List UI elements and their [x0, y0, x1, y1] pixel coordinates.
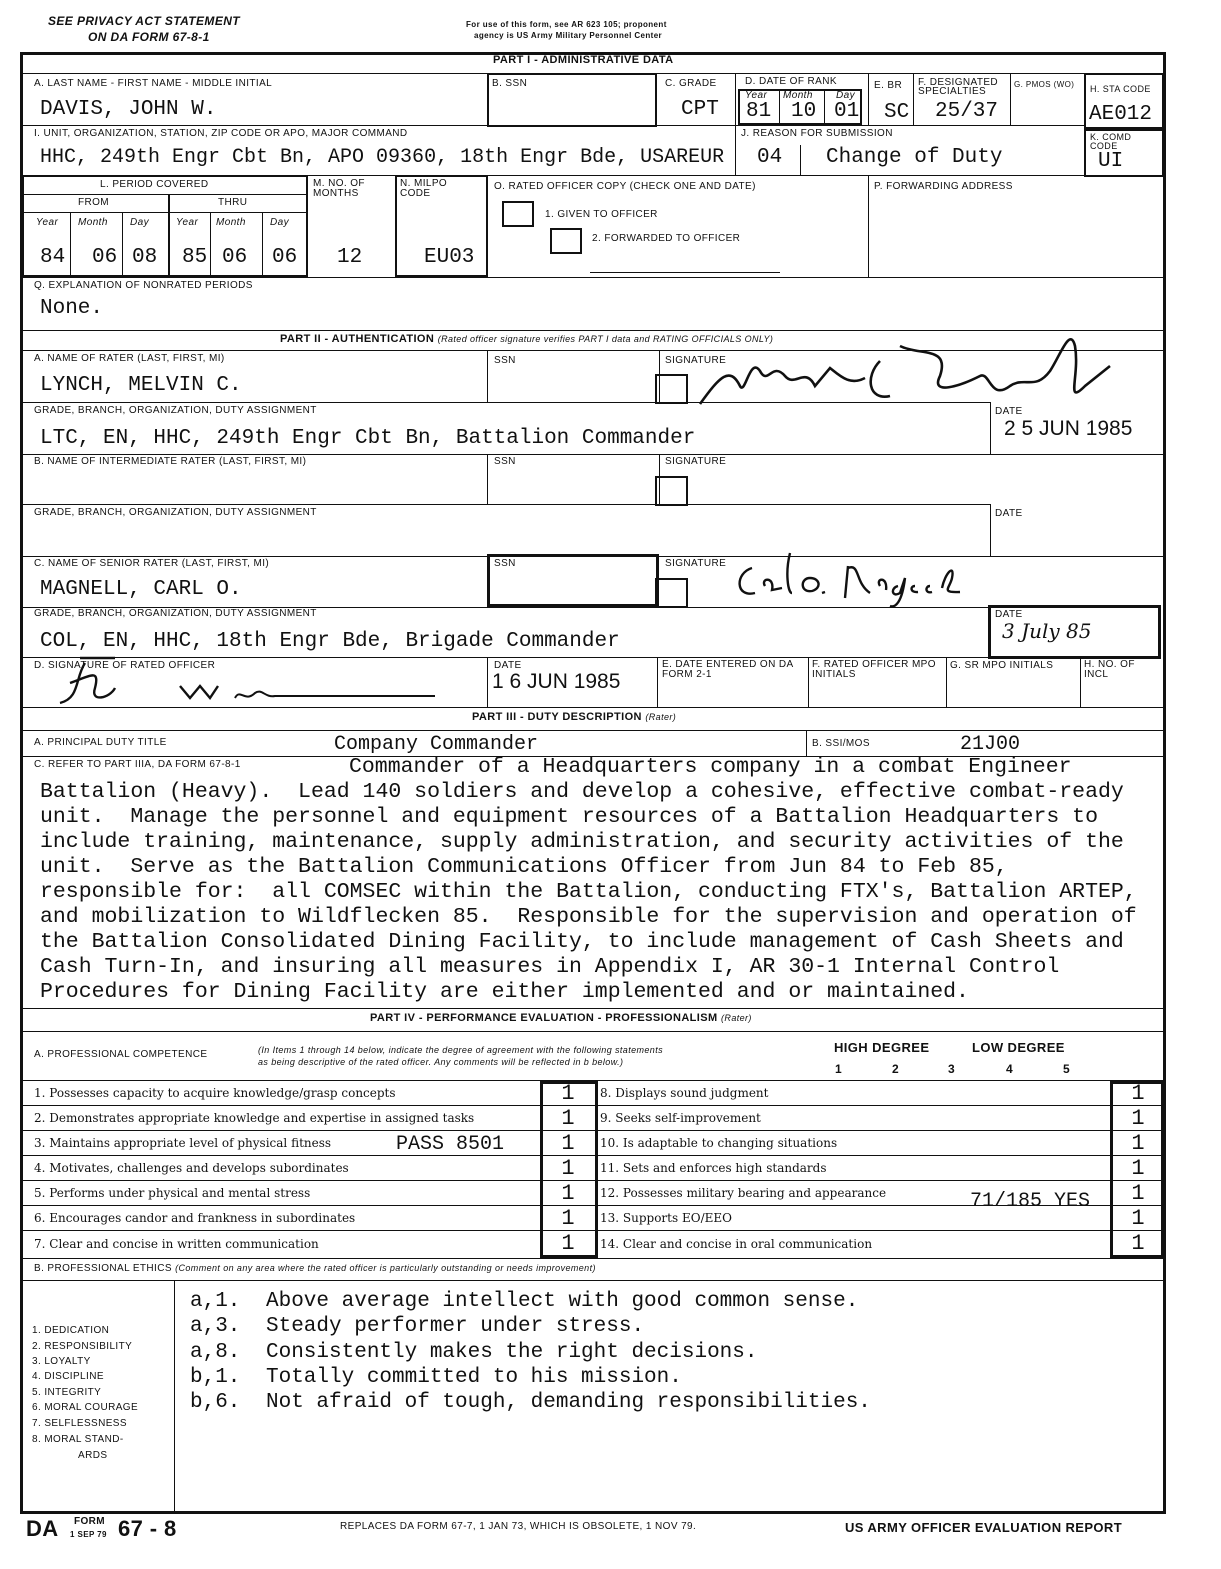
ethics-label: B. PROFESSIONAL ETHICS (Comment on any area where the rated officer is particularly outstanding or needs improvement) [34, 1263, 596, 1274]
sr-mpo-label: G. SR MPO INITIALS [950, 660, 1054, 671]
item-1: 1. Possesses capacity to acquire knowledge/grasp concepts [34, 1086, 396, 1100]
comment-text-5: Not afraid of tough, demanding responsibilities. [266, 1391, 871, 1414]
from-day-label: Day [130, 217, 149, 228]
intermediate-signature-label: SIGNATURE [665, 456, 727, 467]
comment-code-2: a,3. [190, 1315, 241, 1338]
senior-signature-box[interactable] [655, 578, 688, 608]
item-14-score[interactable]: 1 [1131, 1231, 1145, 1256]
rater-date: 2 5 JUN 1985 [1004, 417, 1133, 440]
sta-code-label: H. STA CODE [1090, 84, 1151, 94]
rater-ssn-label: SSN [494, 355, 516, 366]
item-11-score[interactable]: 1 [1131, 1156, 1145, 1181]
item-4: 4. Motivates, challenges and develops subordinates [34, 1161, 349, 1175]
intermediate-rater-label: B. NAME OF INTERMEDIATE RATER (LAST, FIRST, MI) [34, 456, 307, 467]
unit-value: HHC, 249th Engr Cbt Bn, APO 09360, 18th Engr Bde, USAREUR [40, 146, 725, 169]
thru-label: THRU [218, 197, 248, 208]
instructions-line1: (In Items 1 through 14 below, indicate the degree of agreement with the following statements [258, 1045, 664, 1055]
comment-code-1: a,1. [190, 1290, 241, 1313]
item-2: 2. Demonstrates appropriate knowledge and expertise in assigned tasks [34, 1111, 475, 1125]
rank-month-label: Month [783, 90, 813, 101]
refer-label: C. REFER TO PART IIIA, DA FORM 67-8-1 [34, 759, 241, 770]
part2-title: PART II - AUTHENTICATION (Rated officer signature verifies PART I data and RATING OFFICIALS ONLY) [280, 333, 774, 345]
duty-title-label: A. PRINCIPAL DUTY TITLE [34, 737, 167, 748]
form-use-line2: agency is US Army Military Personnel Center [474, 31, 663, 40]
scale-2: 2 [892, 1062, 900, 1076]
intermediate-signature-box[interactable] [655, 476, 688, 506]
item-2-score[interactable]: 1 [561, 1106, 575, 1131]
ethics-list-7: 7. SELFLESSNESS [32, 1418, 127, 1429]
entered-date-label: E. DATE ENTERED ON DA FORM 2-1 [662, 659, 794, 680]
ssn-field[interactable] [487, 73, 657, 127]
rater-date-label: DATE [995, 406, 1023, 417]
from-month: 06 [92, 246, 118, 269]
footer-replaces: REPLACES DA FORM 67-7, 1 JAN 73, WHICH IS OBSOLETE, 1 NOV 79. [340, 1521, 697, 1532]
item-10: 10. Is adaptable to changing situations [600, 1136, 838, 1150]
item-4-score[interactable]: 1 [561, 1156, 575, 1181]
copy-label: O. RATED OFFICER COPY (CHECK ONE AND DATE) [494, 181, 756, 192]
from-label: FROM [78, 197, 110, 208]
footer-form-number: 67 - 8 [118, 1516, 177, 1541]
ssi-mos-value: 21J00 [960, 733, 1021, 756]
months-value: 12 [337, 246, 363, 269]
from-day: 08 [132, 246, 158, 269]
item-12: 12. Possesses military bearing and appearance [600, 1186, 887, 1200]
ethics-list-6: 6. MORAL COURAGE [32, 1402, 139, 1413]
thru-month-label: Month [216, 217, 246, 228]
senior-rater-label: C. NAME OF SENIOR RATER (LAST, FIRST, MI) [34, 558, 270, 569]
from-year: 84 [40, 246, 66, 269]
item-9-score[interactable]: 1 [1131, 1106, 1145, 1131]
grade-label: C. GRADE [665, 78, 717, 89]
br-label: E. BR [874, 80, 903, 91]
reason-label: J. REASON FOR SUBMISSION [741, 128, 893, 139]
unit-label: I. UNIT, ORGANIZATION, STATION, ZIP CODE OR APO, MAJOR COMMAND [34, 128, 408, 139]
senior-grade: COL, EN, HHC, 18th Engr Bde, Brigade Commander [40, 630, 620, 653]
item-14: 14. Clear and concise in oral communication [600, 1237, 873, 1251]
item-3-note: PASS 8501 [396, 1133, 505, 1156]
rater-grade-label: GRADE, BRANCH, ORGANIZATION, DUTY ASSIGNMENT [34, 405, 317, 416]
competence-label: A. PROFESSIONAL COMPETENCE [34, 1049, 208, 1060]
ssn-label: B. SSN [492, 78, 528, 89]
footer-da: DA [26, 1516, 59, 1541]
rater-signature-icon [690, 316, 1130, 426]
item-12-note: 71/185 YES [970, 1190, 1091, 1213]
rated-date: 1 6 JUN 1985 [492, 670, 621, 693]
designated-label: F. DESIGNATED SPECIALTIES [918, 77, 999, 97]
rank-day-label: Day [836, 90, 855, 101]
item-5: 5. Performs under physical and mental stress [34, 1186, 311, 1200]
reason-code: 04 [757, 146, 783, 169]
period-covered-label: L. PERIOD COVERED [100, 179, 209, 190]
branch-value: SC [884, 101, 910, 124]
rated-officer-name: DAVIS, JOHN W. [40, 98, 217, 121]
rank-day: 01 [834, 100, 860, 123]
comment-code-3: a,8. [190, 1341, 241, 1364]
ethics-list-1: 1. DEDICATION [32, 1325, 110, 1336]
duty-description-line-10: Procedures for Dining Facility are either implemented and or maintained. [40, 980, 969, 1004]
item-3: 3. Maintains appropriate level of physical fitness [34, 1136, 332, 1150]
ethics-list-4: 4. DISCIPLINE [32, 1371, 104, 1382]
senior-signature-label: SIGNATURE [665, 558, 727, 569]
comment-code-4: b,1. [190, 1366, 241, 1389]
duty-description-line-3: unit. Manage the personnel and equipment resources of a Battalion Headquarters to [40, 805, 1098, 829]
given-label: 1. GIVEN TO OFFICER [545, 209, 658, 220]
intermediate-ssn-label: SSN [494, 456, 516, 467]
item-8: 8. Displays sound judgment [600, 1086, 769, 1100]
ethics-list-8b: ARDS [78, 1450, 108, 1461]
reason-value: Change of Duty [826, 146, 1003, 169]
duty-description-line-8: the Battalion Consolidated Dining Facility, to include management of Cash Sheets and [40, 930, 1124, 954]
instructions-line2: as being descriptive of the rated officer. Any comments will be reflected in b below.) [258, 1057, 624, 1067]
senior-rater-name: MAGNELL, CARL O. [40, 578, 242, 601]
form-use-line1: For use of this form, see AR 623 105; proponent [466, 20, 667, 29]
footer-form-word: FORM [74, 1516, 106, 1527]
ethics-list-5: 5. INTEGRITY [32, 1387, 102, 1398]
senior-signature-icon [730, 548, 990, 608]
designated-value: 25/37 [935, 100, 999, 123]
comd-code-value: UI [1098, 150, 1124, 173]
duty-title-value: Company Commander [334, 733, 539, 756]
rated-officer-signature-label: D. SIGNATURE OF RATED OFFICER [34, 660, 216, 671]
incl-label: H. NO. OF INCL [1084, 659, 1135, 680]
rank-year: 81 [746, 100, 772, 123]
forwarded-label: 2. FORWARDED TO OFFICER [592, 233, 741, 244]
rater-name: LYNCH, MELVIN C. [40, 374, 242, 397]
sta-code-value: AE012 [1089, 103, 1153, 126]
part3-title: PART III - DUTY DESCRIPTION (Rater) [472, 711, 677, 723]
forwarded-checkbox[interactable] [550, 228, 582, 254]
senior-date: 3 July 85 [1002, 619, 1092, 643]
scale-3: 3 [948, 1062, 956, 1076]
thru-day: 06 [272, 246, 298, 269]
item-5-score[interactable]: 1 [561, 1181, 575, 1206]
rater-signature-label: SIGNATURE [665, 355, 727, 366]
ethics-list-3: 3. LOYALTY [32, 1356, 91, 1367]
part1-title: PART I - ADMINISTRATIVE DATA [493, 54, 674, 66]
item-7: 7. Clear and concise in written communication [34, 1237, 319, 1251]
item-10-score[interactable]: 1 [1131, 1131, 1145, 1156]
part4-title: PART IV - PERFORMANCE EVALUATION - PROFESSIONALISM (Rater) [370, 1012, 752, 1024]
rated-officer-signature-icon [40, 648, 450, 708]
explanation-label: Q. EXPLANATION OF NONRATED PERIODS [34, 280, 253, 291]
item-9: 9. Seeks self-improvement [600, 1111, 761, 1125]
item-6-score[interactable]: 1 [561, 1206, 575, 1231]
comment-code-5: b,6. [190, 1391, 241, 1414]
from-month-label: Month [78, 217, 108, 228]
ethics-list-8: 8. MORAL STAND- [32, 1434, 124, 1445]
forwarding-address-label: P. FORWARDING ADDRESS [874, 181, 1013, 192]
explanation-value: None. [40, 297, 104, 320]
duty-description-line-6: responsible for: all COMSEC within the Battalion, conducting FTX's, Battalion ARTEP, [40, 880, 1137, 904]
duty-description-line-9: Cash Turn-In, and insuring all measures in Appendix I, AR 30-1 Internal Control [40, 955, 1060, 979]
intermediate-date-label: DATE [995, 508, 1023, 519]
item-7-score[interactable]: 1 [561, 1231, 575, 1256]
comment-text-2: Steady performer under stress. [266, 1315, 645, 1338]
milpo-label: N. MILPO CODE [400, 178, 448, 199]
comd-code-label: K. COMD CODE [1090, 132, 1132, 151]
item-12-score[interactable]: 1 [1131, 1181, 1145, 1206]
from-year-label: Year [36, 217, 59, 228]
given-to-officer-checkbox[interactable] [502, 201, 534, 227]
rank-month: 10 [791, 100, 817, 123]
senior-ssn-label: SSN [494, 558, 516, 569]
mpo-initials-label: F. RATED OFFICER MPO INITIALS [812, 659, 936, 680]
duty-description-line-2: Battalion (Heavy). Lead 140 soldiers and develop a cohesive, effective combat-ready [40, 780, 1124, 804]
ethics-list-2: 2. RESPONSIBILITY [32, 1341, 133, 1352]
low-degree-label: LOW DEGREE [972, 1040, 1065, 1055]
duty-description-line-4: include training, maintenance, supply administration, and security activities of the [40, 830, 1124, 854]
privacy-statement-line1: SEE PRIVACY ACT STATEMENT [48, 14, 241, 28]
ssi-mos-label: B. SSI/MOS [812, 738, 870, 749]
scale-1: 1 [835, 1062, 843, 1076]
rated-date-label: DATE [494, 660, 522, 671]
thru-year-label: Year [176, 217, 199, 228]
high-degree-label: HIGH DEGREE [834, 1040, 930, 1055]
months-label: M. NO. OF MONTHS [313, 178, 365, 199]
thru-year: 85 [182, 246, 208, 269]
scale-4: 4 [1006, 1062, 1014, 1076]
thru-day-label: Day [270, 217, 289, 228]
item-8-score[interactable]: 1 [1131, 1081, 1145, 1106]
item-13: 13. Supports EO/EEO [600, 1211, 732, 1225]
milpo-value: EU03 [424, 246, 475, 269]
scale-5: 5 [1063, 1062, 1071, 1076]
date-of-rank-label: D. DATE OF RANK [745, 76, 837, 87]
item-6: 6. Encourages candor and frankness in subordinates [34, 1211, 356, 1225]
item-11: 11. Sets and enforces high standards [600, 1161, 827, 1175]
duty-description-line-7: and mobilization to Wildflecken 85. Responsible for the supervision and operation of [40, 905, 1137, 929]
intermediate-grade-label: GRADE, BRANCH, ORGANIZATION, DUTY ASSIGNMENT [34, 507, 317, 518]
thru-month: 06 [222, 246, 248, 269]
item-3-score[interactable]: 1 [561, 1131, 575, 1156]
senior-date-label: DATE [995, 609, 1023, 620]
footer-report-title: US ARMY OFFICER EVALUATION REPORT [845, 1520, 1123, 1535]
comment-text-4: Totally committed to his mission. [266, 1366, 682, 1389]
rank-year-label: Year [745, 90, 768, 101]
footer-form-date: 1 SEP 79 [70, 1530, 107, 1539]
duty-description-line-1: Commander of a Headquarters company in a combat Engineer [349, 755, 1072, 779]
rater-grade: LTC, EN, HHC, 249th Engr Cbt Bn, Battalion Commander [40, 427, 696, 450]
grade-value: CPT [681, 98, 719, 121]
rater-name-label: A. NAME OF RATER (LAST, FIRST, MI) [34, 353, 225, 364]
privacy-statement-line2: ON DA FORM 67-8-1 [88, 30, 210, 44]
item-1-score[interactable]: 1 [561, 1081, 575, 1106]
pmos-label: G. PMOS (WO) [1014, 80, 1075, 89]
name-label: A. LAST NAME - FIRST NAME - MIDDLE INITIAL [34, 78, 273, 89]
rater-signature-box[interactable] [655, 374, 688, 404]
duty-description-line-5: unit. Serve as the Battalion Communications Officer from Jun 84 to Feb 85, [40, 855, 1008, 879]
comment-text-3: Consistently makes the right decisions. [266, 1341, 758, 1364]
item-13-score[interactable]: 1 [1131, 1206, 1145, 1231]
comment-text-1: Above average intellect with good common sense. [266, 1290, 859, 1313]
senior-grade-label: GRADE, BRANCH, ORGANIZATION, DUTY ASSIGNMENT [34, 608, 317, 619]
